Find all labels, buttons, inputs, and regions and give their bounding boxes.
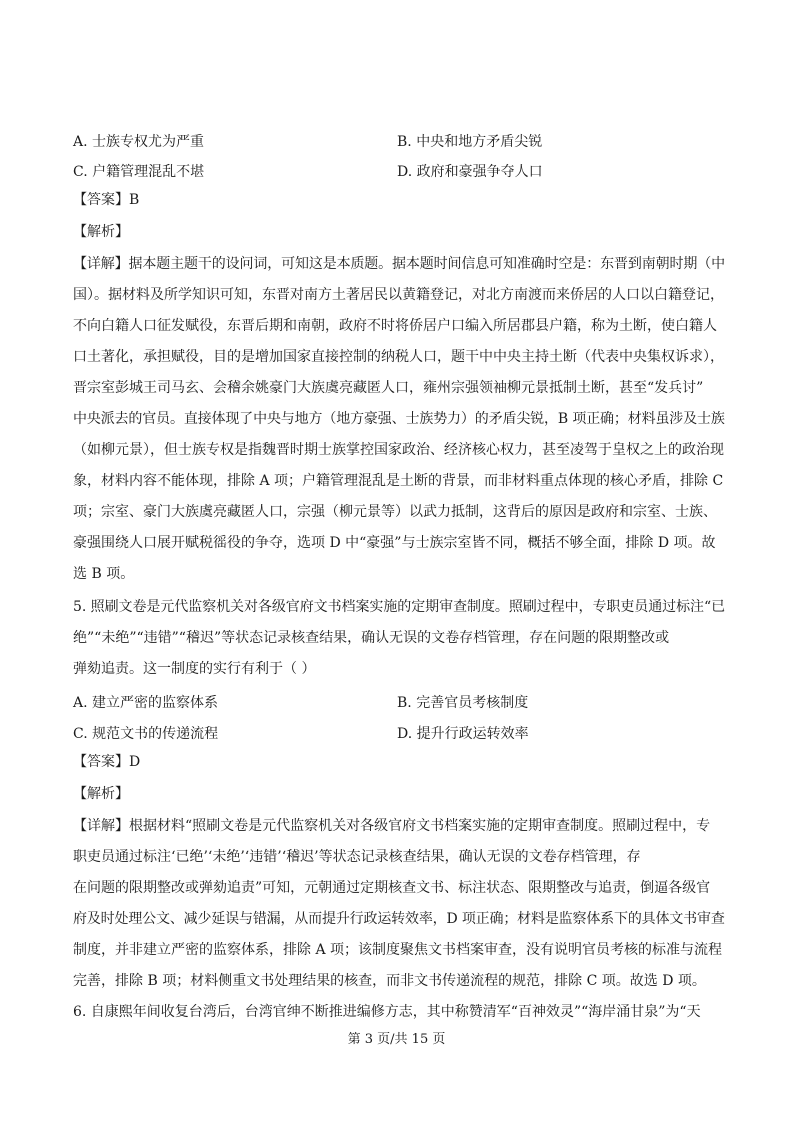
q6-stem-line: 6. 自康熙年间收复台湾后，台湾官绅不断推进编修方志，其中称赞清军“百神效灵”“海岸涌甘泉”为“天 [73, 1004, 701, 1020]
q4-detail-line: （如柳元景），但士族专权是指魏晋时期士族掌控国家政治、经济核心权力，甚至凌驾于皇权之上的政治现 [73, 442, 724, 458]
q4-detail-line: 中央派去的官员。直接体现了中央与地方（地方豪强、士族势力）的矛盾尖锐，B 项正确；材料虽涉及士族 [73, 411, 725, 427]
q5-option-d: D. 提升行政运转效率 [397, 726, 529, 742]
q4-option-d: D. 政府和豪强争夺人口 [397, 164, 543, 180]
q5-detail-line: 制度，并非建立严密的监察体系，排除 A 项；该制度聚焦文书档案审查，没有说明官员考核的标准与流程 [73, 942, 723, 958]
q4-detail-line: 晋宗室彭城王司马玄、会稽余姚豪门大族虞亮藏匿人口，雍州宗强领袖柳元景抵制土断，甚至“发兵讨” [73, 380, 704, 396]
q4-detail-line: 象，材料内容不能体现，排除 A 项；户籍管理混乱是土断的背景，而非材料重点体现的核心矛盾，排除 C [73, 473, 724, 489]
q4-detail-line: 【详解】据本题主题干的设问词，可知这是本质题。据本题时间信息可知准确时空是：东晋到南朝时期（中 [73, 256, 725, 272]
q5-stem-line: 绝”“未绝”“违错”“稽迟”等状态记录核查结果，确认无误的文卷存档管理，存在问题的限期整改或 [73, 630, 670, 646]
q4-detail-line: 选 B 项。 [73, 566, 135, 582]
q4-detail-line: 国）。据材料及所学知识可知，东晋对南方土著居民以黄籍登记，对北方南渡而来侨居的人口以白籍登记， [73, 287, 724, 303]
q4-option-c: C. 户籍管理混乱不堪 [73, 164, 205, 180]
q4-option-b: B. 中央和地方矛盾尖锐 [397, 134, 543, 150]
q5-detail-line: 职吏员通过标注‘已绝’‘未绝’‘违错’‘稽迟’等状态记录核查结果，确认无误的文卷存档管理，存 [73, 849, 641, 865]
q5-detail-line: 在问题的限期整改或弹劾追责”可知，元朝通过定期核查文书、标注状态、限期整改与追责，倒逼各级官 [73, 880, 711, 896]
q4-detail-line: 不向白籍人口征发赋役，东晋后期和南朝，政府不时将侨居户口编入所居郡县户籍，称为土断，使白籍人 [73, 318, 717, 334]
q5-answer: 【答案】D [73, 754, 141, 770]
q5-detail-line: 府及时处理公文、减少延误与错漏，从而提升行政运转效率，D 项正确；材料是监察体系下的具体文书审查 [73, 911, 725, 927]
q4-option-a: A. 士族专权尤为严重 [73, 134, 205, 150]
q5-stem-line: 5. 照刷文卷是元代监察机关对各级官府文书档案实施的定期审查制度。照刷过程中，专职吏员通过标注“已 [73, 599, 726, 615]
q5-stem-line: 弹劾追责。这一制度的实行有利于（ ） [73, 661, 316, 677]
q5-detail-line: 【详解】根据材料“照刷文卷是元代监察机关对各级官府文书档案实施的定期审查制度。照刷过程中，专 [73, 818, 711, 834]
q4-answer: 【答案】B [73, 192, 140, 208]
q4-detail-line: 口土著化，承担赋役，目的是增加国家直接控制的纳税人口，题干中中央主持土断（代表中央集权诉求）， [73, 349, 724, 365]
page-number-footer: 第 3 页/共 15 页 [347, 1032, 446, 1047]
q4-detail-line: 项；宗室、豪门大族虞亮藏匿人口，宗强（柳元景等）以武力抵制，这背后的原因是政府和宗室、士族、 [73, 504, 717, 520]
q5-option-a: A. 建立严密的监察体系 [73, 695, 219, 711]
q5-option-b: B. 完善官员考核制度 [397, 695, 529, 711]
q5-detail-line: 完善，排除 B 项；材料侧重文书处理结果的核查，而非文书传递流程的规范，排除 C 项。故选 D 项。 [73, 973, 706, 989]
q4-analysis-label: 【解析】 [73, 224, 129, 240]
q4-detail-line: 豪强围绕人口展开赋税徭役的争夺，选项 D 中“豪强”与士族宗室皆不同，概括不够全面，排除 D 项。故 [73, 535, 716, 551]
q5-analysis-label: 【解析】 [73, 786, 129, 802]
q5-option-c: C. 规范文书的传递流程 [73, 726, 219, 742]
